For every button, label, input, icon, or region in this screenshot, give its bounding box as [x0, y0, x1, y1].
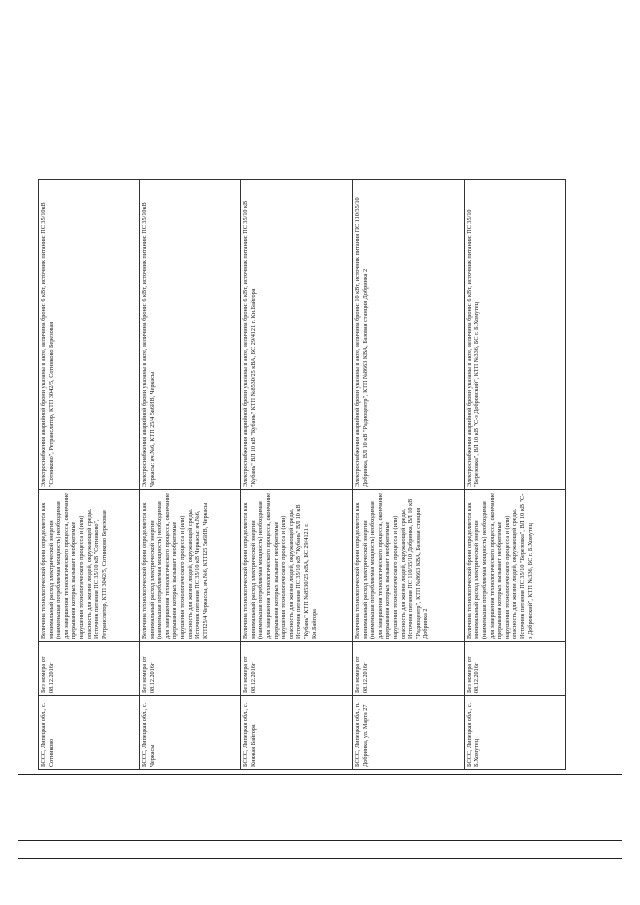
- armor-cell: Электроснабжения аварийной брони указаны в акте, величина брони: 6 кВт, источник питания: ПС 35/10кВ "Сотниково", Ретранслятор, КТП 3042/5, Сотниково Березовая: [39, 180, 140, 490]
- table-row: [39, 180, 140, 770]
- description-cell: Величина технологической брони определяется как минимальный расход электрической энергии (наименьшая потребляемая мощность) необходимая для завершения технологического процесса, окончание прерывания которых вызывает необратимые нарушения технологического процесса и (или) опасность для жизни людей, окружающей среды. Источник питания ПС 35/10 кВ "Сотниково", Ретранслятор, КТП 3042/5, Сотниково Березовая: [39, 490, 140, 642]
- armor-cell: Электроснабжения аварийной брони указаны в акте, величина брони: 6 кВт, источник питания: ПС 35/10кВ Черкасы: яч.№6, КТП 25/4 5в6ИВ, Черкасы: [140, 180, 241, 490]
- request-cell: Без номера от 08.12.2016г: [140, 642, 241, 696]
- location-cell: БССС, Липецкая обл., с. Сотниково: [39, 696, 140, 770]
- description-cell: Величина технологической брони определяется как минимальный расход электрической энергии (наименьшая потребляемая мощность) необходимая для завершения технологического процесса, окончание прерывания которых вызывает необратимые нарушения технологического процесса и (или) опасность для жизни людей, окружающей среды. Источник питания ПС 110/35/10 Добринка, ВЛ 10 кВ "Радиоцентр", КТП №8663 КВА, Базовая станция Добринка 2: [353, 490, 465, 642]
- separator-line-top: [18, 774, 622, 775]
- armor-cell: Электроснабжения аварийной брони указаны в акте, величина брони: 6 кВт, источник питания: ПС 35/10 "Березовка", ВЛ 10 кВ "С-з Добровский", КТП №336, БС г. Б.Хомутец: [464, 180, 565, 490]
- request-cell: Без номера от 08.12.2016г: [464, 642, 565, 696]
- location-cell: БССС, Липецкая обл., с. Черкасы: [140, 696, 241, 770]
- request-cell: Без номера от 08.12.2016г: [353, 642, 465, 696]
- technical-armor-table: [38, 179, 566, 770]
- description-cell: Величина технологической брони определяется как минимальный расход электрической энергии (наименьшая потребляемая мощность) необходимая для завершения технологического процесса, окончание прерывания которых вызывает необратимые нарушения технологического процесса и (или) опасность для жизни людей, окружающей среды. Источник питания ПС 35/10 "Березовка", ВЛ 10 кВ "С-з Добровский", КТП №336, БС г. Б.Хомутец: [464, 490, 565, 642]
- table-row: [241, 180, 353, 770]
- location-cell: БССС, Липецкая обл., п. Добринка, ул. Марта 27: [353, 696, 465, 770]
- armor-cell: Электроснабжения аварийной брони указаны в акте, величина брони: 6 кВт, источник питания: ПС 35/10 кВ "Кубань" ВЛ 10 кВ "Кубань" КТП №8530/25 кВА, БС 29/4121 г. Кн.Байгора: [241, 180, 353, 490]
- description-cell: Величина технологической брони определяется как минимальный расход электрической энергии (наименьшая потребляемая мощность) необходимая для завершения технологического процесса, окончание прерывания которых вызывает необратимые нарушения технологического процесса и (или) опасность для жизни людей, окружающей среды. Источник питания ПС 35/10 кВ Черкасы: яч.№6, КТП25/4 Черкассы, яч.№6, КТП25 5в6ИВ, Черкасы: [140, 490, 241, 642]
- armor-cell: Электроснабжения аварийной брони указаны в акте, величина брони: 10 кВт, источник питания ПС 110/35/10 Добринка, ВЛ 10 кВ "Радиоцентр", КТП №8663 КВА, Базовая станция Добринка 2: [353, 180, 465, 490]
- rotated-table-wrapper: [38, 180, 566, 770]
- request-cell: Без номера от 08.12.2016г: [241, 642, 353, 696]
- request-cell: Без номера от 08.12.2016г: [39, 642, 140, 696]
- separator-line-bottom: [18, 858, 622, 859]
- table-row: [464, 180, 565, 770]
- location-cell: БССС, Липецкая обл., с. Княжая Байгора: [241, 696, 353, 770]
- table-row: [140, 180, 241, 770]
- description-cell: Величина технологической брони определяется как минимальный расход электрической энергии (наименьшая потребляемая мощность) необходимая для завершения технологического процесса, окончание прерывания которых вызывает необратимые нарушения технологического процесса и (или) опасность для жизни людей, окружающей среды. Источник питания ПС 35/10 кВ "Кубань" ВЛ 10 кВ "Кубань" КТП №8530/25 кВА, БС 29/4121 г. Кн.Байгора: [241, 490, 353, 642]
- table-row: [353, 180, 465, 770]
- separator-line-middle: [18, 840, 622, 841]
- location-cell: БССС, Липецкая обл., с. Б.Хомутец: [464, 696, 565, 770]
